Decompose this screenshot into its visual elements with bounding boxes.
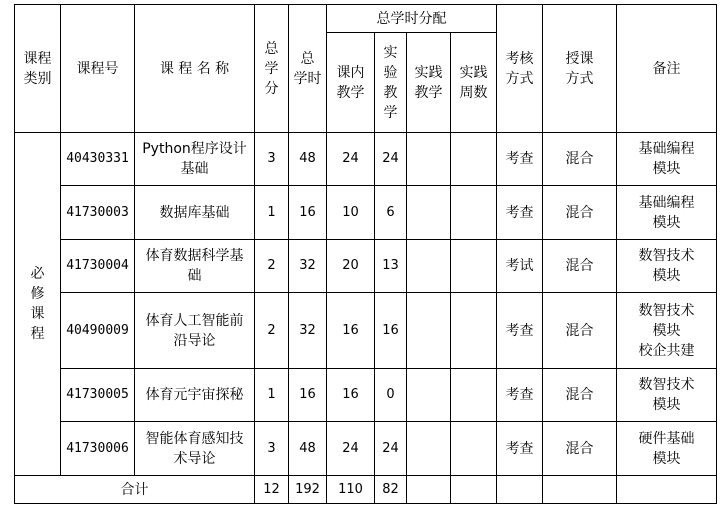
table-row <box>15 240 717 293</box>
course-practice-weeks <box>451 186 497 240</box>
table-row <box>15 369 717 422</box>
course-name: 体育人工智能前 沿导论 <box>135 293 255 369</box>
header-remarks: 备注 <box>617 5 717 133</box>
total-credits: 12 <box>255 476 289 504</box>
course-lab-hours: 13 <box>375 240 407 293</box>
total-hours: 192 <box>289 476 327 504</box>
header-category: 课程 类别 <box>15 5 61 133</box>
course-practice-hours <box>407 369 451 422</box>
course-assessment: 考查 <box>497 186 543 240</box>
course-practice-weeks <box>451 369 497 422</box>
course-assessment: 考查 <box>497 422 543 476</box>
course-lab-hours: 6 <box>375 186 407 240</box>
course-teaching-mode: 混合 <box>543 422 617 476</box>
course-practice-weeks <box>451 293 497 369</box>
header-code: 课程号 <box>61 5 135 133</box>
course-name: 体育数据科学基 础 <box>135 240 255 293</box>
course-name: 数据库基础 <box>135 186 255 240</box>
course-name: 智能体育感知技 术导论 <box>135 422 255 476</box>
total-label: 合计 <box>15 476 255 504</box>
table-row <box>15 293 717 369</box>
header-credits: 总 学 分 <box>255 5 289 133</box>
course-lecture-hours: 16 <box>327 369 375 422</box>
header-row-1 <box>15 5 717 33</box>
course-table <box>14 4 717 504</box>
table-row <box>15 422 717 476</box>
course-practice-hours <box>407 240 451 293</box>
course-credits: 3 <box>255 422 289 476</box>
course-assessment: 考查 <box>497 293 543 369</box>
course-lab-hours: 0 <box>375 369 407 422</box>
course-hours: 32 <box>289 240 327 293</box>
course-remarks: 数智技术 模块 <box>617 369 717 422</box>
course-teaching-mode: 混合 <box>543 293 617 369</box>
course-teaching-mode: 混合 <box>543 186 617 240</box>
course-remarks: 基础编程 模块 <box>617 186 717 240</box>
course-hours: 16 <box>289 186 327 240</box>
category-label: 必 修 课 程 <box>15 133 61 476</box>
course-credits: 1 <box>255 186 289 240</box>
course-code: 40490009 <box>61 293 135 369</box>
course-practice-hours <box>407 186 451 240</box>
course-assessment: 考查 <box>497 133 543 186</box>
table-row <box>15 133 717 186</box>
course-practice-weeks <box>451 133 497 186</box>
course-teaching-mode: 混合 <box>543 240 617 293</box>
course-remarks: 基础编程 模块 <box>617 133 717 186</box>
header-practice: 实践 教学 <box>407 33 451 133</box>
course-credits: 2 <box>255 293 289 369</box>
course-assessment: 考查 <box>497 369 543 422</box>
course-hours: 48 <box>289 133 327 186</box>
course-practice-weeks <box>451 422 497 476</box>
course-remarks: 数智技术 模块 <box>617 240 717 293</box>
course-name: Python程序设计 基础 <box>135 133 255 186</box>
course-code: 41730006 <box>61 422 135 476</box>
header-name: 课 程 名 称 <box>135 5 255 133</box>
course-hours: 16 <box>289 369 327 422</box>
course-credits: 2 <box>255 240 289 293</box>
course-lab-hours: 24 <box>375 133 407 186</box>
course-code: 41730004 <box>61 240 135 293</box>
course-teaching-mode: 混合 <box>543 369 617 422</box>
course-practice-weeks <box>451 240 497 293</box>
course-lecture-hours: 24 <box>327 133 375 186</box>
course-practice-hours <box>407 293 451 369</box>
course-lecture-hours: 20 <box>327 240 375 293</box>
course-lecture-hours: 16 <box>327 293 375 369</box>
course-name: 体育元宇宙探秘 <box>135 369 255 422</box>
course-practice-hours <box>407 422 451 476</box>
header-hours-group: 总学时分配 <box>327 5 497 33</box>
course-code: 41730005 <box>61 369 135 422</box>
course-code: 40430331 <box>61 133 135 186</box>
course-assessment: 考试 <box>497 240 543 293</box>
total-lecture-hours: 110 <box>327 476 375 504</box>
course-credits: 1 <box>255 369 289 422</box>
total-practice-weeks <box>451 476 497 504</box>
course-lecture-hours: 10 <box>327 186 375 240</box>
course-remarks: 数智技术 模块 校企共建 <box>617 293 717 369</box>
total-remarks <box>617 476 717 504</box>
course-hours: 48 <box>289 422 327 476</box>
header-practice-weeks: 实践 周数 <box>451 33 497 133</box>
course-teaching-mode: 混合 <box>543 133 617 186</box>
total-assessment <box>497 476 543 504</box>
course-remarks: 硬件基础 模块 <box>617 422 717 476</box>
course-practice-hours <box>407 133 451 186</box>
total-practice-hours <box>407 476 451 504</box>
header-lab: 实 验 教 学 <box>375 33 407 133</box>
course-credits: 3 <box>255 133 289 186</box>
course-hours: 32 <box>289 293 327 369</box>
total-teaching-mode <box>543 476 617 504</box>
course-lab-hours: 24 <box>375 422 407 476</box>
course-lecture-hours: 24 <box>327 422 375 476</box>
header-lecture: 课内 教学 <box>327 33 375 133</box>
header-teaching-mode: 授课 方式 <box>543 5 617 133</box>
total-row <box>15 476 717 504</box>
table-row <box>15 186 717 240</box>
course-code: 41730003 <box>61 186 135 240</box>
total-lab-hours: 82 <box>375 476 407 504</box>
course-lab-hours: 16 <box>375 293 407 369</box>
header-assessment: 考核 方式 <box>497 5 543 133</box>
header-total-hours: 总 学时 <box>289 5 327 133</box>
